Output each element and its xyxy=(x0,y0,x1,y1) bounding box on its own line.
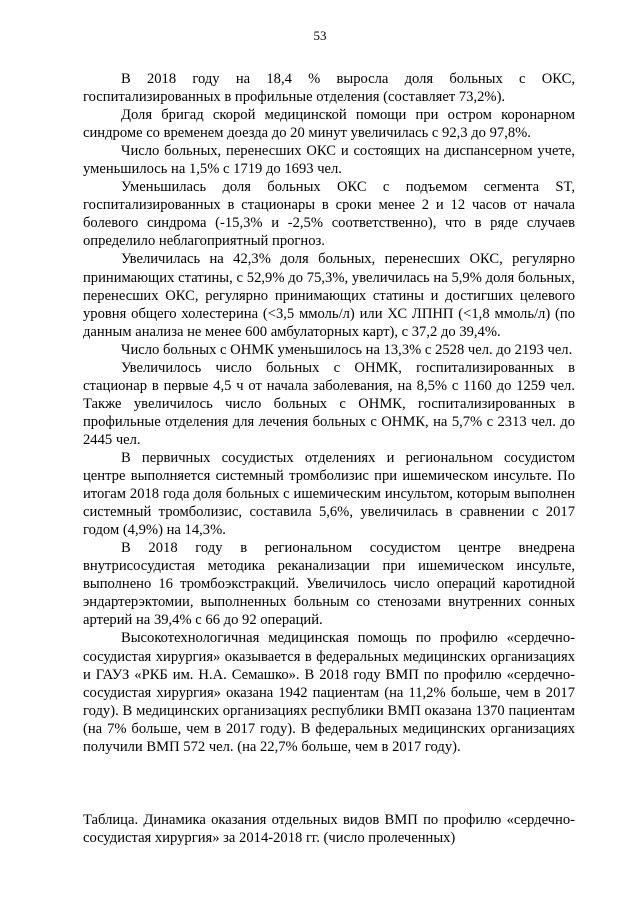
paragraph-vmp: Высокотехнологичная медицинская помощь по профилю «сердечно-сосудистая хирургия» оказывается в федеральных медицинских организациях и ГАУЗ «РКБ им. Н.А. Семашко». В 2018 году ВМП по профилю «сердечно-сосудистая хирургия» оказана 1942 пациентам (на 11,2% больше, чем в 2017 году). В медицинских организациях республики ВМП оказана 1370 пациентам (на 7% больше, чем в 2017 году). В федеральных медицинских организациях получили ВМП 572 чел. (на 22,7% больше, чем в 2017 году). xyxy=(83,630,575,755)
paragraph-onmk-hospitalized: Увеличилось число больных с ОНМК, госпитализированных в стационар в первые 4,5 ч от начала заболевания, на 8,5% с 1160 до 1259 чел. Также увеличилось число больных с ОНМК, госпитализированных в профильные отделения для лечения больных с ОНМК, на 5,7% с 2313 чел. до 2445 чел. xyxy=(83,359,575,448)
paragraph-recanalization: В 2018 году в региональном сосудистом центре внедрена внутрисосудистая методика реканализации при ишемическом инсульте, выполнено 16 тромбоэкстракций. Увеличилось число операций каротидной эндартерэктомии, выполненных больным со стенозами внутренних сонных артерий на 39,4% с 66 до 92 операций. xyxy=(83,540,575,629)
paragraph-oks-profile: В 2018 году на 18,4 % выросла доля больных с ОКС, госпитализированных в профильные отделения (составляет 73,2%). xyxy=(83,71,575,106)
paragraph-statins: Увеличилась на 42,3% доля больных, перенесших ОКС, регулярно принимающих статины, с 52,9% до 75,3%, увеличилась на 5,9% доля больных, перенесших ОКС, регулярно принимающих статины и достигших целевого уровня общего холестерина (<3,5 ммоль/л) или ХС ЛПНП (<1,8 ммоль/л) (по данным анализа не менее 600 амбулаторных карт), с 37,2 до 39,4%. xyxy=(83,251,575,340)
paragraph-ambulance-teams: Доля бригад скорой медицинской помощи при остром коронарном синдроме со временем доезда до 20 минут увеличилась с 92,3 до 97,8%. xyxy=(83,107,575,142)
paragraph-dispensary: Число больных, перенесших ОКС и состоящих на диспансерном учете, уменьшилось на 1,5% с 1719 до 1693 чел. xyxy=(83,143,575,178)
page-number: 53 xyxy=(313,28,327,43)
document-body xyxy=(83,70,575,756)
table-caption: Таблица. Динамика оказания отдельных видов ВМП по профилю «сердечно-сосудистая хирургия» за 2014-2018 гг. (число пролеченных) xyxy=(83,812,575,847)
paragraph-st-elevation: Уменьшилась доля больных ОКС с подъемом сегмента ST, госпитализированных в стационары в сроки менее 2 и 12 часов от начала болевого синдрома (-15,3% и -2,5% соответственно), что в ряде случаев определило неблагоприятный прогноз. xyxy=(83,179,575,250)
paragraph-thrombolysis: В первичных сосудистых отделениях и региональном сосудистом центре выполняется системный тромболизис при ишемическом инсульте. По итогам 2018 года доля больных с ишемическим инсультом, которым выполнен системный тромболизис, составила 5,6%, увеличилась в сравнении с 2017 годом (4,9%) на 14,3%. xyxy=(83,449,575,539)
paragraph-onmk-count: Число больных с ОНМК уменьшилось на 13,3% с 2528 чел. до 2193 чел. xyxy=(121,341,573,358)
